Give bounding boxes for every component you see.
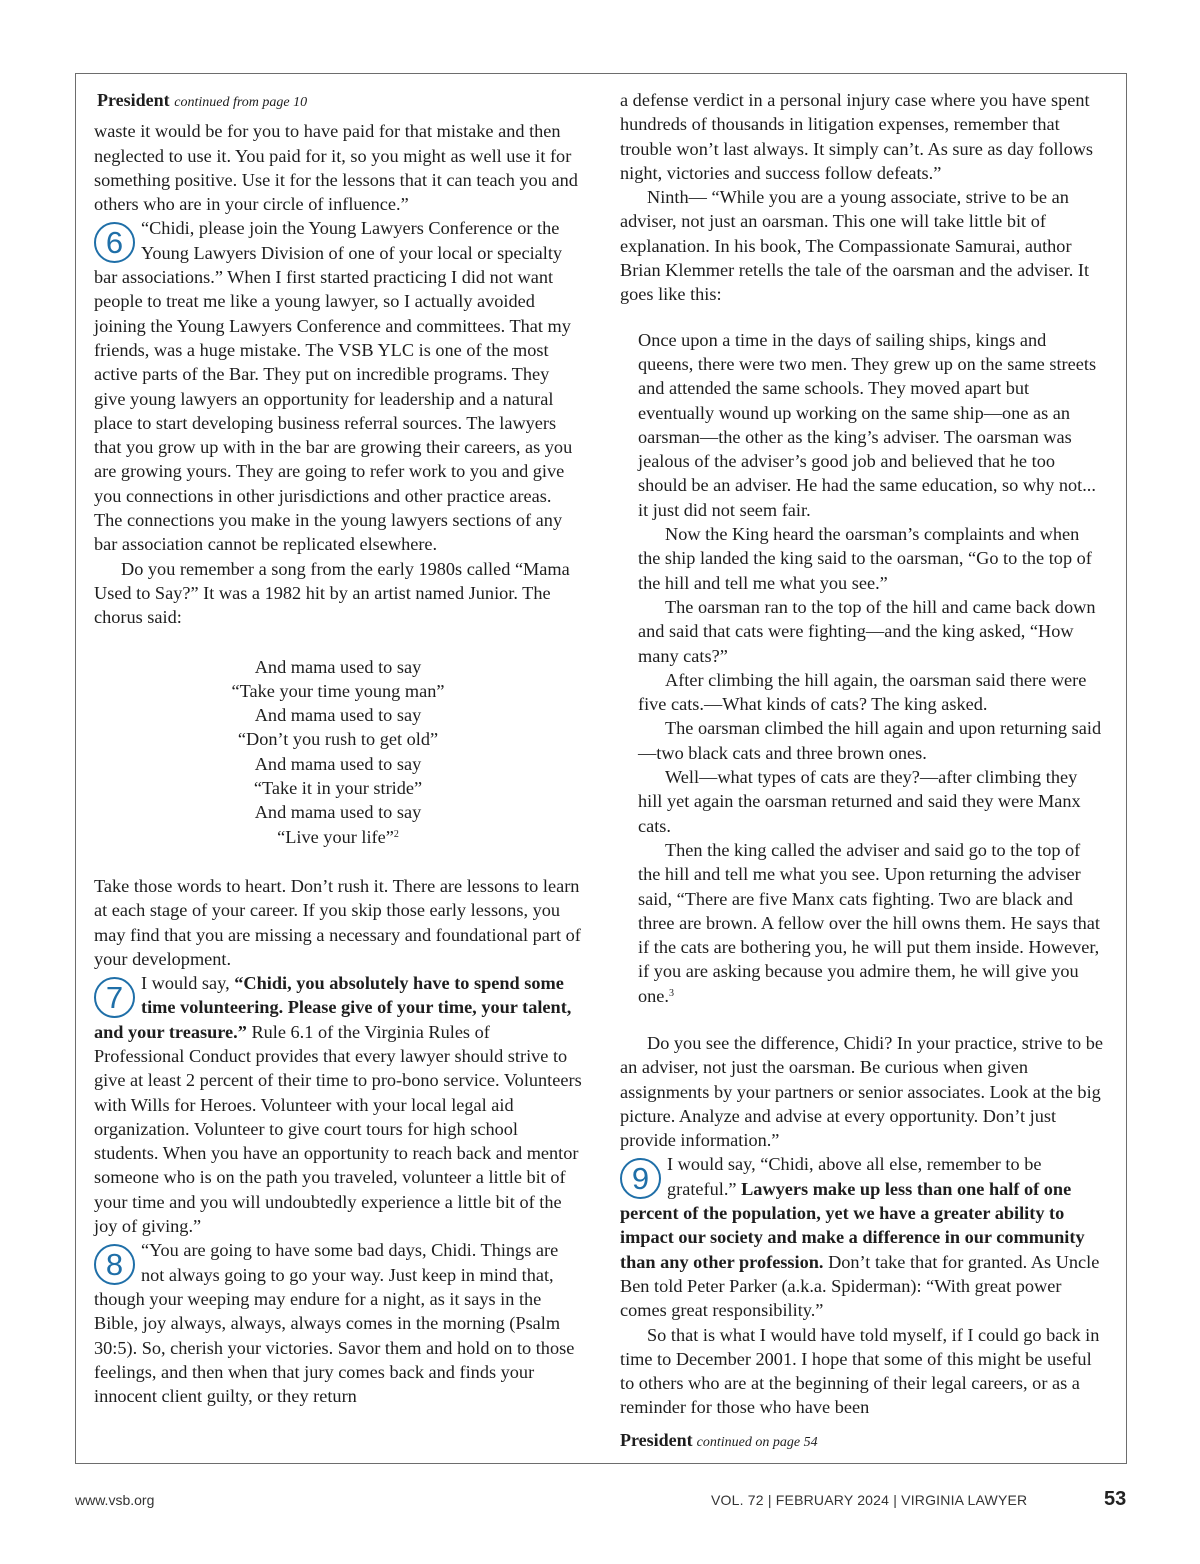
- lyric-line: “Don’t you rush to get old”: [237, 729, 439, 750]
- lyric-line: “Take it in your stride”: [253, 778, 423, 799]
- paragraph: Do you remember a song from the early 1980s called “Mama Used to Say?” It was a 1982 hit by an artist named Junior. The chorus said:: [94, 558, 570, 628]
- point-9-text-c: Don’t take that for granted. As Uncle Ben told Peter Parker (a.k.a. Spiderman): “With great power comes great responsibility.”: [620, 1251, 1100, 1321]
- lyric-line: And mama used to say: [254, 802, 422, 823]
- paragraph: Do you see the difference, Chidi? In your practice, strive to be an adviser, not just the oarsman. Be curious when given assignments by your partners or senior associates. Look at the big picture. Analyze and advise at every opportunity. Don’t just provide information.”: [620, 1032, 1104, 1151]
- quote-paragraph: After climbing the hill again, the oarsman said there were five cats.—What kinds of cats? The king asked.: [638, 669, 1087, 715]
- website-url[interactable]: www.vsb.org: [75, 1492, 155, 1508]
- quote-paragraph: The oarsman climbed the hill again and upon returning said—two black cats and three brown ones.: [638, 718, 1102, 763]
- footnote-ref: 2: [393, 828, 399, 840]
- quote-paragraph: Now the King heard the oarsman’s complaints and when the ship landed the king said to the oarsman, “Go to the top of the hill and tell me what you see.”: [638, 524, 1092, 593]
- continued-on-text: continued on page 54: [696, 1435, 818, 1450]
- point-7-bold: “Chidi, you absolutely have to spend some time volunteering. Please give of your time, your talent, and your treasure.”: [94, 973, 572, 1042]
- point-8-paragraph: [94, 1238, 582, 1408]
- paragraph: Take those words to heart. Don’t rush it. There are lessons to learn at each stage of your career. If you skip those early lessons, you may find that you are missing a necessary and foundational part of your development.: [94, 875, 581, 969]
- number-7-badge: 7: [94, 977, 135, 1018]
- continued-from-text: continued from page 10: [174, 95, 308, 110]
- paragraph: waste it would be for you to have paid for that mistake and then neglected to use it. You paid for it, so you might as well use it for something positive. Use it for the lessons that it can teach you and others who are in your circle of influence.”: [94, 121, 578, 215]
- section-label: President: [97, 90, 170, 110]
- footnote-ref: 3: [668, 987, 674, 999]
- point-7-text-c: Rule 6.1 of the Virginia Rules of Professional Conduct provides that every lawyer should strive to give at least 2 percent of their time to pro-bono service. Volunteers with Wills for Heroes. Volunteer with your local legal aid organization. Volunteer to give court tours for high school students. When you have an opportunity to reach back and mentor someone who is on the path you traveled, volunteer a little bit of your time and you will undoubtedly experience a little bit of the joy of giving.”: [94, 1021, 582, 1237]
- lyric-line: “Live your life”: [277, 826, 394, 847]
- section-label: President: [620, 1430, 693, 1450]
- paragraph: a defense verdict in a personal injury case where you have spent hundreds of thousands in litigation expenses, remember that trouble won’t last always. It simply can’t. As sure as day follows night, victories and success follow defeats.”: [620, 90, 1094, 183]
- number-8-badge: 8: [94, 1244, 135, 1285]
- quote-text: Then the king called the adviser and said go to the top of the hill and tell me what you see. Upon returning the adviser said, “There are five Manx cats fighting. Two are black and three are brown. A fellow over the hill owns them. He says that if the cats are bothering you, he will put them inside. However, if you are asking because you admire them, he will give you one.: [638, 839, 1100, 1006]
- number-6-badge: 6: [94, 222, 135, 263]
- block-quote: [620, 328, 1104, 1008]
- point-9-bold: Lawyers make up less than one half of one percent of the population, yet we have a greater ability to impact our society and make a difference in our community than any other profession.: [620, 1178, 1085, 1272]
- point-6-text: “Chidi, please join the Young Lawyers Conference or the Young Lawyers Division of one of your local or specialty bar associations.” When I first started practicing I did not want people to treat me like a young lawyer, so I actually avoided joining the Young Lawyers Conference and committees. That my friends, was a huge mistake. The VSB YLC is one of the most active parts of the Bar. They put on incredible programs. They give young lawyers an opportunity for leadership and a natural place to start developing business referral sources. The lawyers that you grow up with in the bar are growing their careers, as you are growing yours. They are going to refer work to you and give you connections in other jurisdictions and other practice areas. The connections you make in the young lawyers sections of any bar association cannot be replicated elsewhere.: [94, 218, 573, 555]
- page-number: 53: [1104, 1488, 1127, 1510]
- lyric-line: “Take your time young man”: [231, 680, 445, 701]
- number-9-badge: 9: [620, 1158, 661, 1199]
- lyric-line: And mama used to say: [254, 656, 422, 677]
- point-9-text-a: I would say, “Chidi, above all else, remember to be grateful.”: [667, 1154, 1042, 1199]
- song-lyrics: [94, 655, 582, 849]
- paragraph: So that is what I would have told myself, if I could go back in time to December 2001. I hope that some of this might be useful to others who are at the beginning of their legal careers, or as a reminder for those who have been: [620, 1324, 1100, 1418]
- point-7-paragraph: [94, 971, 582, 1238]
- quote-paragraph: The oarsman ran to the top of the hill and came back down and said that cats were fighting—and the king asked, “How many cats?”: [638, 596, 1096, 666]
- left-column: [94, 88, 582, 1408]
- continued-from-header: [94, 88, 582, 115]
- quote-paragraph: Once upon a time in the days of sailing ships, kings and queens, there were two men. They grew up on the same streets and attended the same schools. They moved apart but eventually wound up working on the same ship—one as an oarsman—the other as the king’s adviser. The oarsman was jealous of the adviser’s good job and believed that he too should be an adviser. He had the same education, so why not... it just did not seem fair.: [638, 329, 1097, 520]
- point-6-paragraph: [94, 216, 582, 556]
- continued-on-footer: [620, 1430, 818, 1451]
- lyric-line-last: [94, 825, 582, 849]
- issue-info: VOL. 72 | FEBRUARY 2024 | VIRGINIA LAWYER: [711, 1492, 1028, 1508]
- lyric-line: And mama used to say: [254, 753, 422, 774]
- paragraph: Ninth— “While you are a young associate, strive to be an adviser, not just an oarsman. This one will take little bit of explanation. In his book, The Compassionate Samurai, author Brian Klemmer retells the tale of the oarsman and the adviser. It goes like this:: [620, 187, 1090, 305]
- point-7-text-a: I would say,: [141, 973, 235, 994]
- quote-paragraph-last: [638, 838, 1104, 1008]
- quote-paragraph: Well—what types of cats are they?—after climbing they hill yet again the oarsman returned and said they were Manx cats.: [638, 767, 1081, 836]
- lyric-line: And mama used to say: [254, 705, 422, 726]
- right-column: [620, 88, 1104, 1420]
- point-8-text: “You are going to have some bad days, Chidi. Things are not always going to go your way. Just keep in mind that, though your weeping may endure for a night, as it says in the Bible, joy always, always, always comes in the morning (Psalm 30:5). So, cherish your victories. Savor them and hold on to those feelings, and then when that jury comes back and finds your innocent client guilty, or they return: [94, 1240, 575, 1407]
- point-9-paragraph: [620, 1152, 1104, 1322]
